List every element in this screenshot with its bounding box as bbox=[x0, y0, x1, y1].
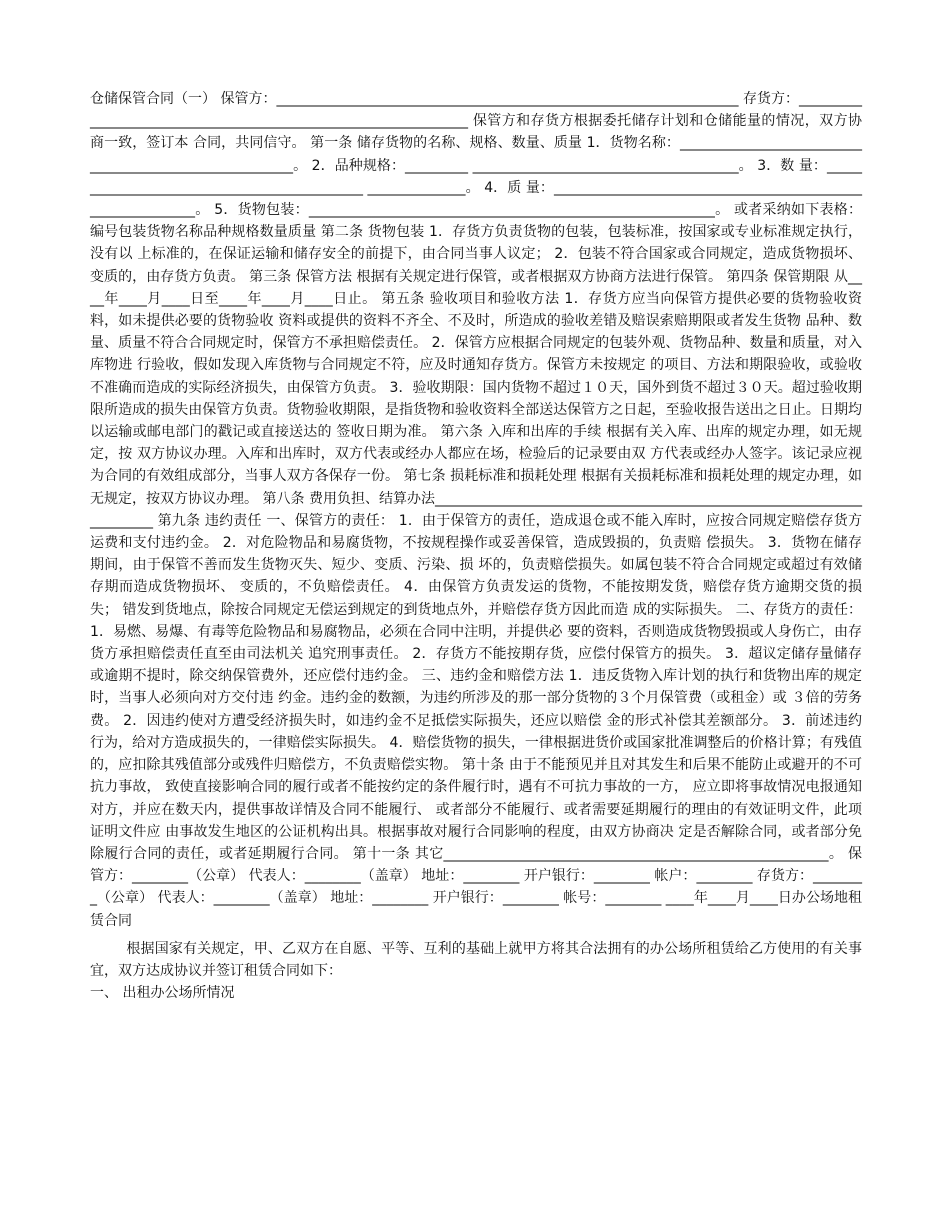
document-page bbox=[90, 88, 862, 1004]
warehouse-contract-body: 仓储保管合同（一） 保管方：__________________________________________________________________ 存货方：_______________________________________________________________ 保管方和存货方根据委托储存计划和仓储能量的情况，双方协商一致，签订本 合同，共同信守。 第一条 储存货物的名称、规格、数量、质量 1．货物名称：_______________________________________________________。 2．品种规格：_________ ______________________________________。 3．数 量：____________________________________________ ______________。 4．质 量：___________________________________________________________。 5．货物包装：__________________________________________________________。 或者采纳如下表格： 编号包装货物名称品种规格数量质量 第二条 货物包装 1．存货方负责货物的包装，包装标准，按国家或专业标准规定执行，没有以 上标准的，在保证运输和储存安全的前提下，由合同当事人议定； 2．包装不符合国家或合同规定，造成货物损坏、变质的，由存货方负责。 第三条 保管方法 根据有关规定进行保管，或者根据双方协商方法进行保管。 第四条 保管期限 从____年____月____日至____年____月____日止。 第五条 验收项目和验收方法 1．存货方应当向保管方提供必要的货物验收资料，如未提供必要的货物验收 资料或提供的资料不齐全、不及时，所造成的验收差错及赔误索赔期限或者发生货物 品种、数量、质量不符合合同规定时，保管方不承担赔偿责任。 2．保管方应根据合同规定的包装外观、货物品种、数量和质量，对入库物进 行验收，假如发现入库货物与合同规定不符，应及时通知存货方。保管方未按规定 的项目、方法和期限验收，或验收不准确而造成的实际经济损失，由保管方负责。 3．验收期限：国内货物不超过１０天，国外到货不超过３０天。超过验收期 限所造成的损失由保管方负责。货物验收期限，是指货物和验收资料全部送达保管方之日起，至验收报告送出之日止。日期均以运输或邮电部门的戳记或直接送达的 签收日期为准。 第六条 入库和出库的手续 根据有关入库、出库的规定办理，如无规定，按 双方协议办理。入库和出库时，双方代表或经办人都应在场，检验后的记录要由双 方代表或经办人签字。该记录应视为合同的有效组成部分，当事人双方各保存一份。 第七条 损耗标准和损耗处理 根据有关损耗标准和损耗处理的规定办理，如 无规定，按双方协议办理。 第八条 费用负担、结算办法______________________________________________________________________ 第九条 违约责任 一、保管方的责任： 1．由于保管方的责任，造成退仓或不能入库时，应按合同规定赔偿存货方运费和支付违约金。 2．对危险物品和易腐货物，不按规程操作或妥善保管，造成毁损的，负责赔 偿损失。 3．货物在储存期间，由于保管不善而发生货物灭失、短少、变质、污染、损 坏的，负责赔偿损失。如属包装不符合合同规定或超过有效储存期而造成货物损坏、 变质的，不负赔偿责任。 4．由保管方负责发运的货物，不能按期发货，赔偿存货方逾期交货的损失； 错发到货地点，除按合同规定无偿运到规定的到货地点外，并赔偿存货方因此而造 成的实际损失。 二、存货方的责任： 1．易燃、易爆、有毒等危险物品和易腐物品，必须在合同中注明，并提供必 要的资料，否则造成货物毁损或人身伤亡，由存货方承担赔偿责任直至由司法机关 追究刑事责任。 2．存货方不能按期存货，应偿付保管方的损失。 3．超议定储存量储存或逾期不提时，除交纳保管费外，还应偿付违约金。 三、违约金和赔偿方法 1．违反货物入库计划的执行和货物出库的规定时，当事人必须向对方交付违 约金。违约金的数额，为违约所涉及的那一部分货物的３个月保管费（或租金）或 ３倍的劳务费。 2．因违约使对方遭受经济损失时，如违约金不足抵偿实际损失，还应以赔偿 金的形式补偿其差额部分。 3．前述违约行为，给对方造成损失的，一律赔偿实际损失。 4．赔偿货物的损失，一律根据进货价或国家批准调整后的价格计算；有残值 的，应扣除其残值部分或残件归赔偿方，不负责赔偿实物。 第十条 由于不能预见并且对其发生和后果不能防止或避开的不可抗力事故， 致使直接影响合同的履行或者不能按约定的条件履行时，遇有不可抗力事故的一方， 应立即将事故情况电报通知对方，并应在数天内，提供事故详情及合同不能履行、 或者部分不能履行、或者需要延期履行的理由的有效证明文件，此项证明文件应 由事故发生地区的公证机构出具。根据事故对履行合同影响的程度，由双方协商决 定是否解除合同，或者部分免除履行合同的责任，或者延期履行合同。 第十一条 其它_______________________________________________________。 保管方：________（公章） 代表人：________（盖章） 地址：________ 开户银行：________ 帐户：________ 存货方：________（公章） 代表人：________（盖章） 地址：________ 开户银行：________ 帐号：________ ____年____月____日办公场地租赁合同 bbox=[90, 91, 862, 929]
lease-section-heading: 一、 出租办公场所情况 bbox=[90, 985, 235, 1002]
lease-intro-paragraph: 根据国家有关规定，甲、乙双方在自愿、平等、互利的基础上就甲方将其合法拥有的办公场所租赁给乙方使用的有关事宜，双方达成协议并签订租赁合同如下： bbox=[90, 940, 862, 979]
